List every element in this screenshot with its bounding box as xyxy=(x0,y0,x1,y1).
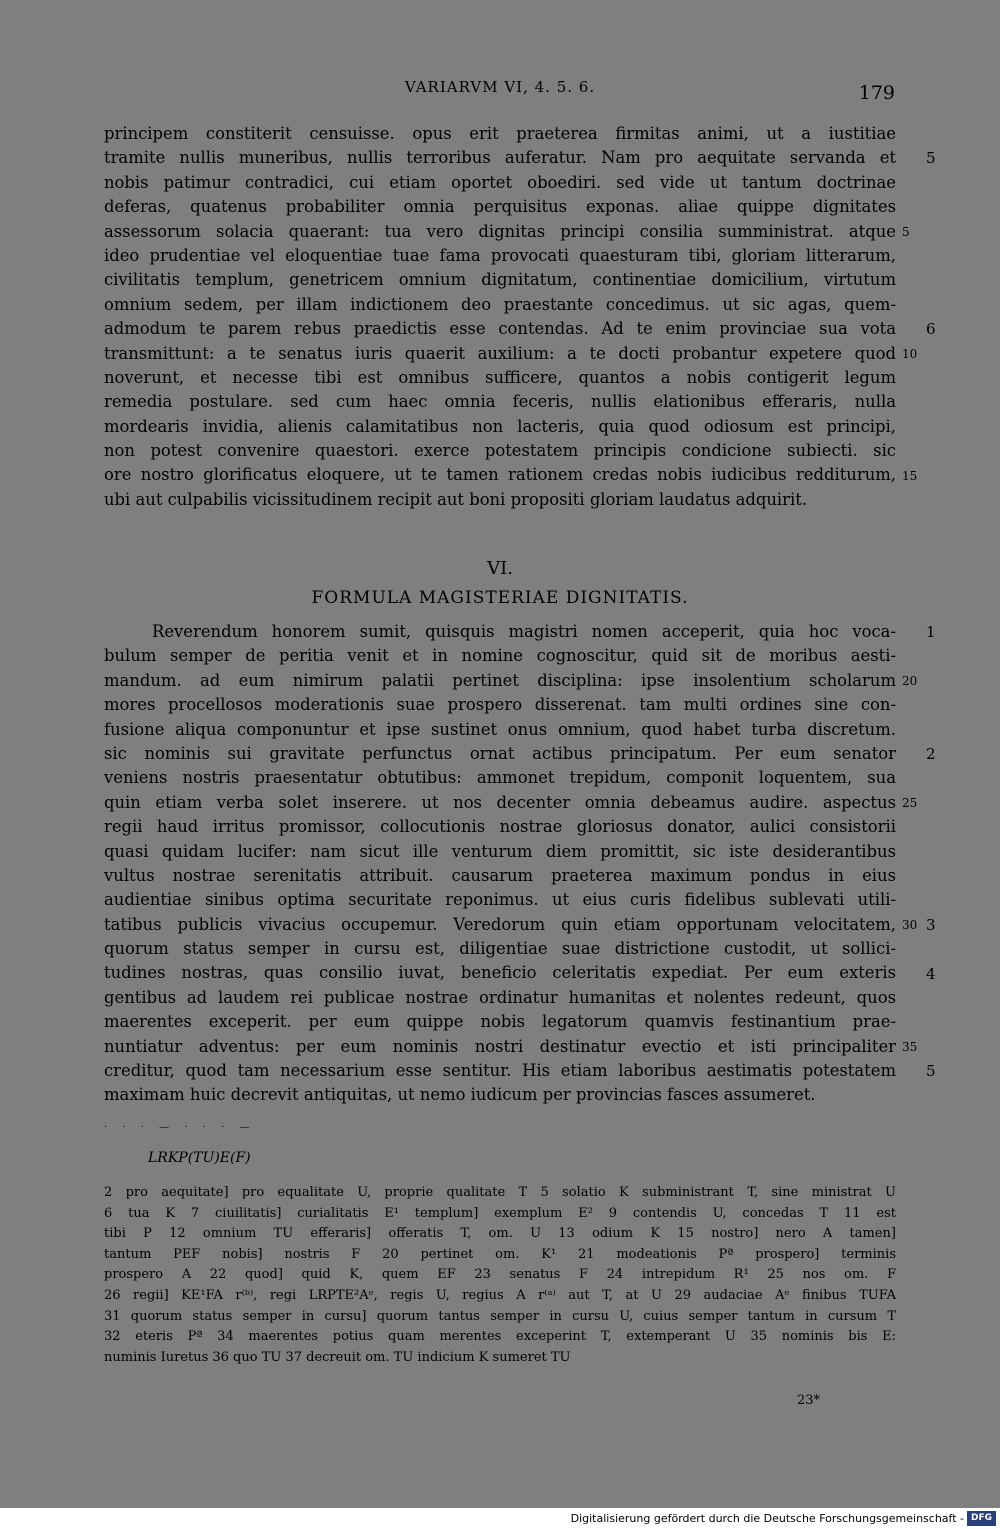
footer-bar xyxy=(0,1508,1000,1529)
paragraph-number: 5 xyxy=(926,1062,936,1081)
page-header xyxy=(0,78,1000,102)
apparatus-line: 26 regii] KE¹FA r⁽ᵇ⁾, regi LRPTE²Aᵉ, regis U, regius A r⁽ᵃ⁾ aut T, at U 29 audaciae Aᵉ finibus TUFA xyxy=(104,1287,896,1303)
text-line: vultus nostrae serenitatis attribuit. causarum praeterea maximum pondus in eius xyxy=(104,865,896,885)
text-line: mordearis invidia, alienis calamitatibus non lacteris, quia quod odiosum est principi, xyxy=(104,416,896,436)
apparatus-line: tibi P 12 omnium TU efferaris] offeratis T, om. U 13 odium K 15 nostro] nero A tamen] xyxy=(104,1226,896,1242)
dfg-logo-icon[interactable]: DFG xyxy=(967,1511,996,1526)
signature-mark: 23* xyxy=(796,1393,820,1408)
section-number: VI. xyxy=(487,558,513,579)
text-line: tatibus publicis vivacius occupemur. Veredorum quin etiam opportunam velocitatem, xyxy=(104,914,896,934)
text-line: fusione aliqua componuntur et ipse sustinet onus omnium, quod habet turba discretum. xyxy=(104,719,896,739)
line-number: 25 xyxy=(902,795,918,810)
text-line: bulum semper de peritia venit et in nomine cognoscitur, quid sit de moribus aesti- xyxy=(104,646,896,666)
paragraph-number: 5 xyxy=(926,149,936,168)
text-line: maximam huic decrevit antiquitas, ut nemo iudicum per provincias fasces assumeret. xyxy=(104,1085,816,1105)
text-line: assessorum solacia quaerant: tua vero dignitas principi consilia sumministrat. atque xyxy=(104,221,896,241)
text-line: audientiae sinibus optima securitate reponimus. ut eius curis fidelibus sublevati utili- xyxy=(104,890,896,910)
manuscript-sigla: LRKP(TU)E(F) xyxy=(148,1150,251,1166)
line-number: 35 xyxy=(902,1039,918,1054)
text-line: transmittunt: a te senatus iuris quaerit auxilium: a te docti probantur expetere quod xyxy=(104,343,896,363)
text-line: veniens nostris praesentatur obtutibus: ammonet trepidum, componit loquentem, sua xyxy=(104,768,896,788)
text-line: Reverendum honorem sumit, quisquis magistri nomen acceperit, quia hoc voca- xyxy=(152,622,896,641)
text-line: ore nostro glorificatus eloquere, ut te tamen rationem credas nobis iudicibus redditurum, xyxy=(104,465,896,485)
paragraph-number: 1 xyxy=(926,623,936,641)
text-line: creditur, quod tam necessarium esse sentitur. His etiam laboribus aestimatis potestatem xyxy=(104,1061,896,1081)
text-line: gentibus ad laudem rei publicae nostrae ordinatur humanitas et nolentes redeunt, quos xyxy=(104,987,896,1007)
paragraph-number: 4 xyxy=(926,964,936,983)
running-title: VARIARVM VI, 4. 5. 6. xyxy=(404,78,596,96)
body-text-top xyxy=(104,122,936,512)
section-title: FORMULA MAGISTERIAE DIGNITATIS. xyxy=(311,588,689,608)
text-line: remedia postulare. sed cum haec omnia feceris, nullis elationibus efferaris, nulla xyxy=(104,392,896,412)
apparatus-line: 31 quorum status semper in cursu] quorum tantus semper in cursu U, cuius semper tantum in cursum T xyxy=(104,1308,896,1324)
text-line: tramite nullis muneribus, nullis terroribus auferatur. Nam pro aequitate servanda et xyxy=(104,148,896,168)
page-number: 179 xyxy=(858,82,895,104)
text-line: deferas, quatenus probabiliter omnia perquisitus exponas. aliae quippe dignitates xyxy=(104,197,896,217)
text-line: nuntiatur adventus: per eum nominis nostri destinatur evectio et isti principaliter xyxy=(104,1036,896,1056)
text-line: quin etiam verba solet inserere. ut nos decenter omnia debeamus audire. aspectus xyxy=(104,792,896,812)
text-line: sic nominis sui gravitate perfunctus ornat actibus principatum. Per eum senator xyxy=(104,743,896,763)
text-line: quorum status semper in cursu est, diligentiae suae districtione custodit, ut sollici- xyxy=(104,939,896,959)
text-line: nobis patimur contradici, cui etiam oportet oboediri. sed vide ut tantum doctrinae xyxy=(104,172,896,192)
separator-line: · · · — · · · — xyxy=(104,1122,256,1133)
footer-credit: Digitalisierung gefördert durch die Deutsche Forschungsgemeinschaft - xyxy=(570,1512,964,1525)
text-line: omnium sedem, per illam indictionem deo praestante concedimus. ut sic agas, quem- xyxy=(104,294,896,314)
text-line: regii haud irritus promissor, collocutionis nostrae gloriosus donator, aulici consistorii xyxy=(104,817,896,837)
text-line: maerentes exceperit. per eum quippe nobis legatorum quamvis festinantium prae- xyxy=(104,1012,896,1032)
text-line: ideo prudentiae vel eloquentiae tuae fama provocati quaesturam tibi, gloriam litterarum, xyxy=(104,245,896,265)
body-text-main xyxy=(104,620,936,1108)
text-line: ubi aut culpabilis vicissitudinem recipit aut boni propositi gloriam laudatus adquirit. xyxy=(104,489,808,509)
apparatus-line: prospero A 22 quod] quid K, quem EF 23 senatus F 24 intrepidum R¹ 25 nos om. F xyxy=(104,1267,896,1283)
line-number: 10 xyxy=(902,346,918,361)
text-line: principem constiterit censuisse. opus erit praeterea firmitas animi, ut a iustitiae xyxy=(104,124,896,143)
text-line: non potest convenire quaestori. exerce potestatem principis condicione subiecti. sic xyxy=(104,441,896,461)
apparatus-line: tantum PEF nobis] nostris F 20 pertinet om. K¹ 21 modeationis Pª prospero] terminis xyxy=(104,1246,896,1262)
apparatus-line: 6 tua K 7 ciuilitatis] curialitatis E¹ templum] exemplum E² 9 contendis U, concedas T 11 est xyxy=(104,1205,896,1221)
apparatus-line: 2 pro aequitate] pro equalitate U, proprie qualitate T 5 solatio K subministrant T, sine ministrat U xyxy=(104,1185,896,1200)
text-line: mandum. ad eum nimirum palatii pertinet disciplina: ipse insolentium scholarum xyxy=(104,670,896,690)
critical-apparatus xyxy=(104,1183,896,1368)
text-line: civilitatis templum, genetricem omnium dignitatum, continentiae domicilium, virtutum xyxy=(104,270,896,290)
text-line: tudines nostras, quas consilio iuvat, beneficio celeritatis expediat. Per eum exteris xyxy=(104,963,896,983)
text-line: noverunt, et necesse tibi est omnibus sufficere, quantos a nobis contigerit legum xyxy=(104,367,896,387)
text-line: admodum te parem rebus praedictis esse contendas. Ad te enim provinciae sua vota xyxy=(104,319,896,339)
paragraph-number: 6 xyxy=(926,320,936,339)
text-line: mores procellosos moderationis suae prospero disserenat. tam multi ordines sine con- xyxy=(104,695,896,715)
text-line: quasi quidam lucifer: nam sicut ille venturum diem promittit, sic iste desiderantibus xyxy=(104,841,896,861)
paragraph-number: 2 xyxy=(926,745,936,763)
line-number: 5 xyxy=(902,224,910,239)
apparatus-line: 32 eteris Pª 34 maerentes potius quam merentes exceperint T, extemperant U 35 nominis bis E: xyxy=(104,1329,896,1345)
apparatus-line: numinis Iuretus 36 quo TU 37 decreuit om. TU indicium K sumeret TU xyxy=(104,1349,571,1365)
line-number: 20 xyxy=(902,673,918,688)
paragraph-number: 3 xyxy=(926,915,936,934)
line-number: 30 xyxy=(902,917,918,932)
line-number: 15 xyxy=(902,468,918,483)
